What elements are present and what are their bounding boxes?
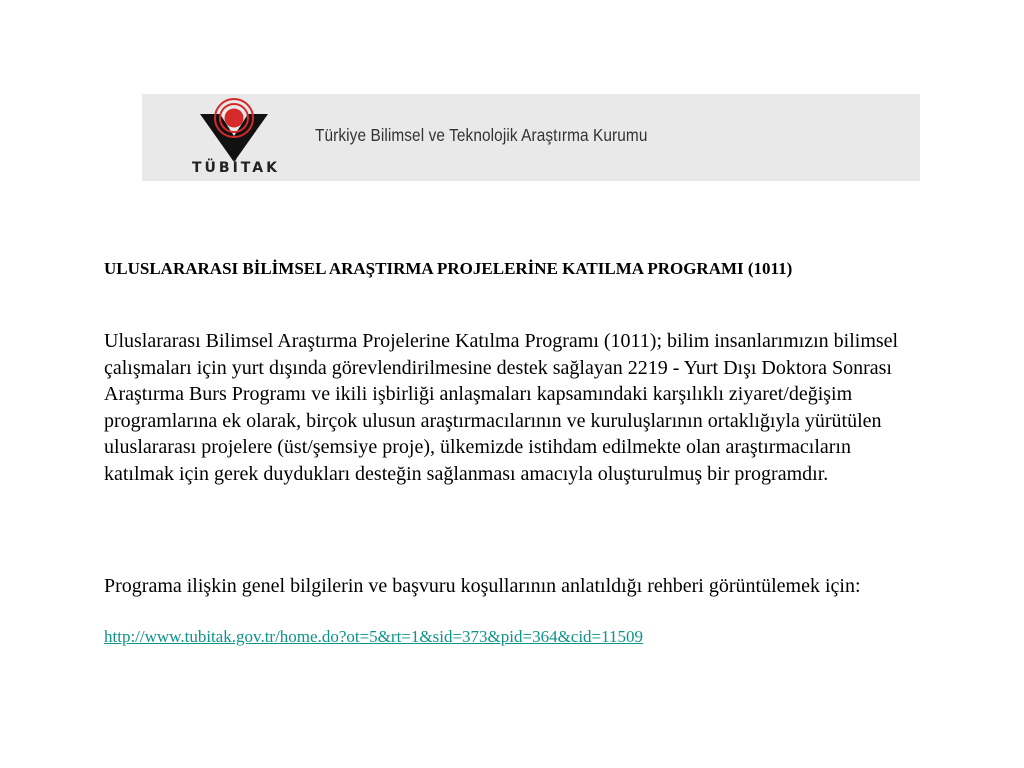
header-banner — [142, 94, 920, 181]
page-title: ULUSLARARASI BİLİMSEL ARAŞTIRMA PROJELERİNE KATILMA PROGRAMI (1011) — [104, 259, 793, 278]
guide-text: Programa ilişkin genel bilgilerin ve başvuru koşullarının anlatıldığı rehberi görüntülemek için: — [104, 575, 861, 597]
logo-text: TÜBİTAK — [192, 160, 280, 176]
guide-link[interactable]: http://www.tubitak.gov.tr/home.do?ot=5&rt=1&sid=373&pid=364&cid=11509 — [104, 627, 644, 646]
program-description: Uluslararası Bilimsel Araştırma Projelerine Katılma Programı (1011); bilim insanlarımızın bilimsel çalışmaları için yurt dışında görevlendirilmesine destek sağlayan 2219 - Yurt Dışı Doktora Sonrası Araştırma Burs Programı ve ikili işbirliği anlaşmaları kapsamındaki karşılıklı ziyaret/değişim programlarına ek olarak, birçok ulusun araştırmacılarının ve kuruluşlarının ortaklığıyla yürütülen uluslararası projelere (üst/şemsiye proje), ülkemizde istihdam edilmekte olan araştırmacıların katılmak için gerek duydukları desteğin sağlanması amacıyla oluşturulmuş bir programdır. — [104, 330, 899, 485]
organization-name: Türkiye Bilimsel ve Teknolojik Araştırma Kurumu — [315, 125, 648, 145]
